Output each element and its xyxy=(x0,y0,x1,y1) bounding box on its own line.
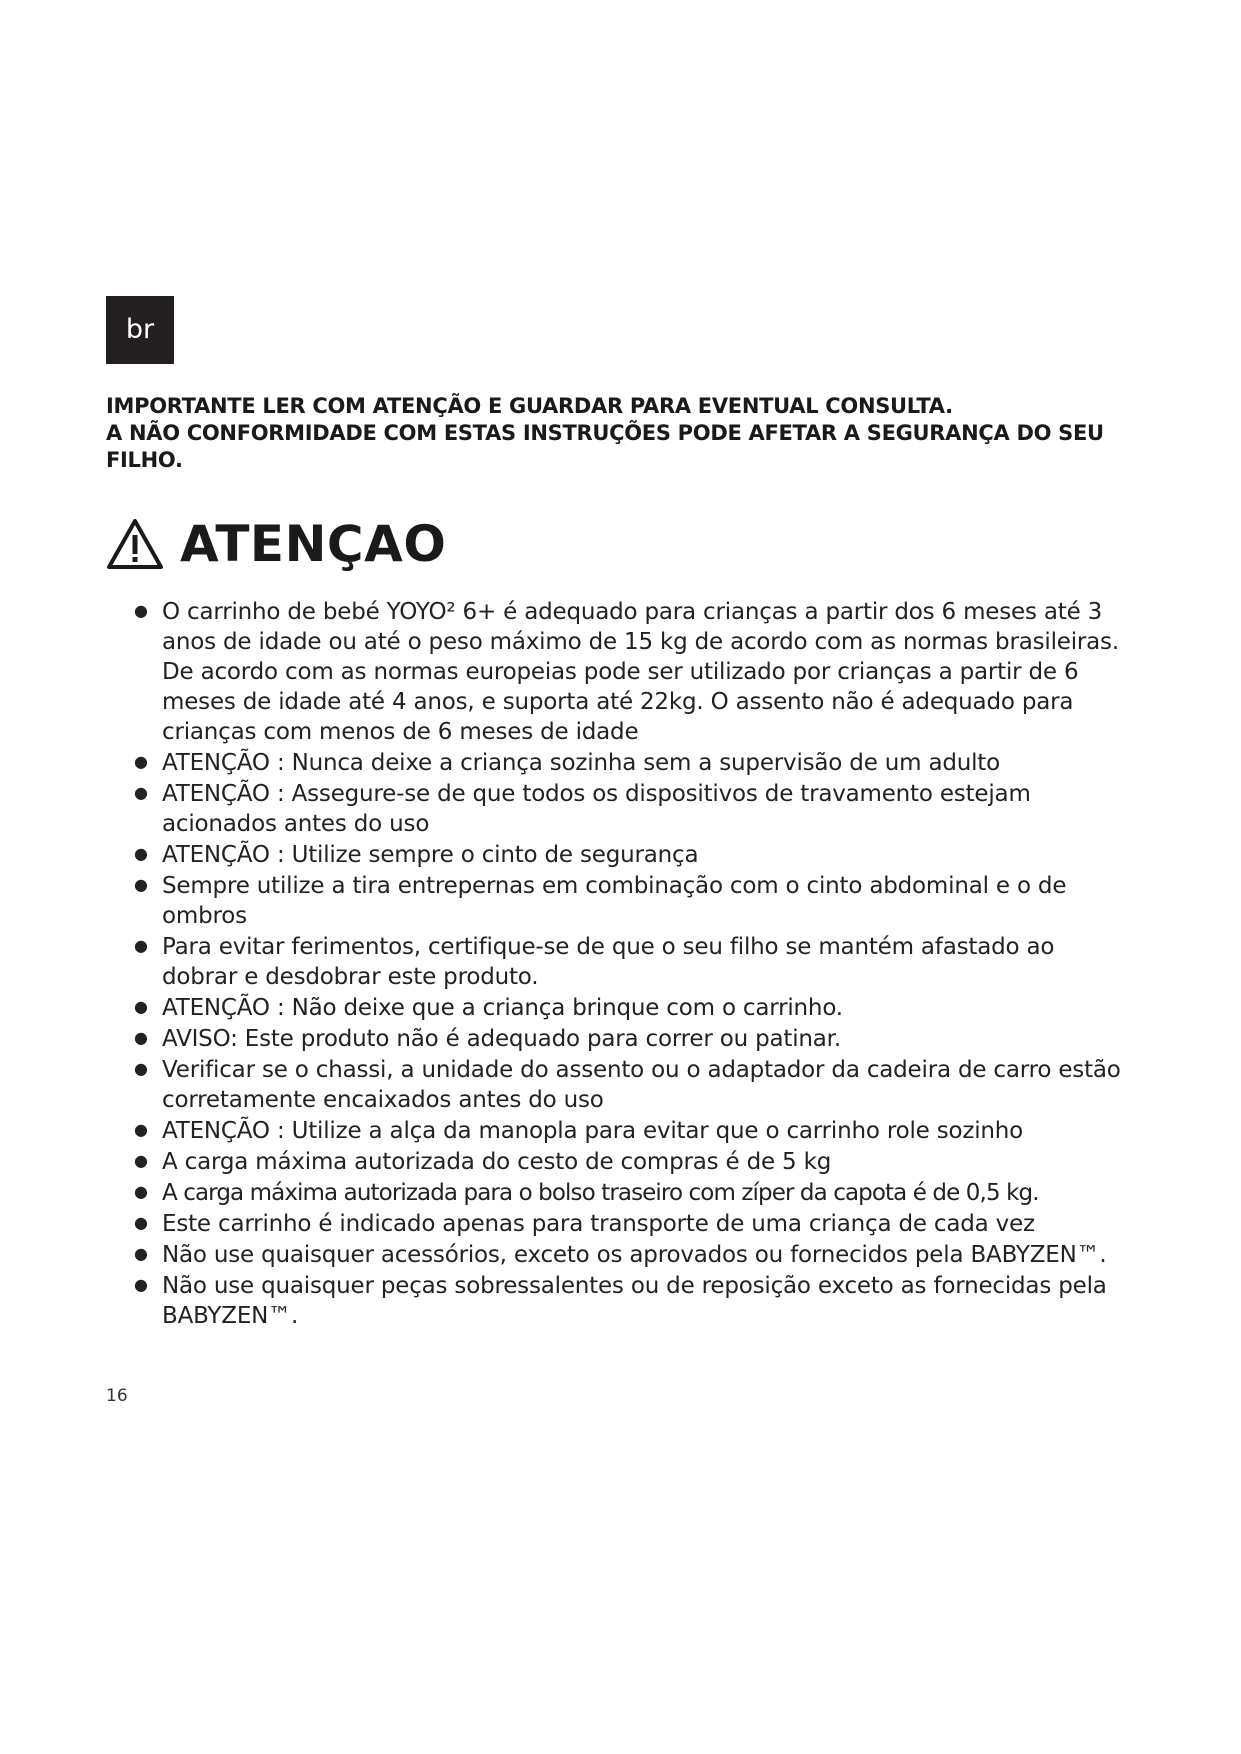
language-badge: br xyxy=(106,296,174,364)
warning-item xyxy=(106,992,1126,1023)
warnings-list xyxy=(106,596,1126,1331)
bullet-icon: ● xyxy=(134,1028,148,1047)
bullet-icon: ● xyxy=(134,997,148,1016)
warning-text: ATENÇÃO : Utilize a alça da manopla para evitar que o carrinho role sozinho xyxy=(162,1118,1024,1144)
bullet-icon: ● xyxy=(134,844,148,863)
warning-text: ATENÇÃO : Assegure-se de que todos os dispositivos de travamento estejam acionados antes do uso xyxy=(162,781,1031,837)
warning-title: ATENÇAO xyxy=(180,515,447,573)
important-notice-line-3: FILHO. xyxy=(106,448,183,472)
warning-triangle-icon xyxy=(106,518,164,570)
warning-item xyxy=(106,839,1126,870)
bullet-icon: ● xyxy=(134,1120,148,1139)
page-number: 16 xyxy=(106,1386,128,1406)
important-notice-line-2: A NÃO CONFORMIDADE COM ESTAS INSTRUÇÕES PODE AFETAR A SEGURANÇA DO SEU xyxy=(106,421,1104,445)
warning-text: Não use quaisquer acessórios, exceto os aprovados ou fornecidos pela BABYZEN™. xyxy=(162,1242,1107,1268)
warning-text: Para evitar ferimentos, certifique-se de que o seu filho se mantém afastado ao dobrar e desdobrar este produto. xyxy=(162,934,1055,990)
warning-text: ATENÇÃO : Nunca deixe a criança sozinha sem a supervisão de um adulto xyxy=(162,750,1000,776)
warning-text: AVISO: Este produto não é adequado para correr ou patinar. xyxy=(162,1026,841,1052)
warning-text: Verificar se o chassi, a unidade do assento ou o adaptador da cadeira de carro estão corretamente encaixados antes do uso xyxy=(162,1057,1121,1113)
bullet-icon: ● xyxy=(134,1244,148,1263)
bullet-icon: ● xyxy=(134,601,148,620)
bullet-icon: ● xyxy=(134,783,148,802)
warning-item xyxy=(106,1270,1126,1331)
important-notice xyxy=(106,393,1136,474)
bullet-icon: ● xyxy=(134,1275,148,1294)
warning-text: Este carrinho é indicado apenas para transporte de uma criança de cada vez xyxy=(162,1211,1035,1237)
bullet-icon: ● xyxy=(134,1213,148,1232)
warning-text: ATENÇÃO : Utilize sempre o cinto de segurança xyxy=(162,842,699,868)
warning-text: A carga máxima autorizada para o bolso traseiro com zíper da capota é de 0,5 kg. xyxy=(162,1180,1039,1206)
warning-item xyxy=(106,931,1126,992)
warning-text: O carrinho de bebé YOYO² 6+ é adequado para crianças a partir dos 6 meses até 3 anos de idade ou até o peso máximo de 15 kg de acordo com as normas brasileiras. De acordo com as normas europeias pode ser utilizado por crianças a partir de 6 meses de idade até 4 anos, e suporta até 22kg. O assento não é adequado para crianças com menos de 6 meses de idade xyxy=(162,599,1119,745)
warning-item xyxy=(106,1115,1126,1146)
warning-item xyxy=(106,747,1126,778)
warning-item xyxy=(106,1054,1126,1115)
warning-item xyxy=(106,870,1126,931)
warning-item xyxy=(106,1146,1126,1177)
bullet-icon: ● xyxy=(134,752,148,771)
bullet-icon: ● xyxy=(134,936,148,955)
warning-item xyxy=(106,1023,1126,1054)
warning-item xyxy=(106,1208,1126,1239)
warning-item xyxy=(106,596,1126,747)
warning-text: Sempre utilize a tira entrepernas em combinação com o cinto abdominal e o de ombros xyxy=(162,873,1067,929)
bullet-icon: ● xyxy=(134,875,148,894)
warning-item xyxy=(106,1177,1126,1208)
bullet-icon: ● xyxy=(134,1059,148,1078)
bullet-icon: ● xyxy=(134,1151,148,1170)
warning-text: A carga máxima autorizada do cesto de compras é de 5 kg xyxy=(162,1149,832,1175)
warning-item xyxy=(106,778,1126,839)
bullet-icon: ● xyxy=(134,1182,148,1201)
warning-item xyxy=(106,1239,1126,1270)
important-notice-line-1: IMPORTANTE LER COM ATENÇÃO E GUARDAR PARA EVENTUAL CONSULTA. xyxy=(106,394,953,418)
warning-text: ATENÇÃO : Não deixe que a criança brinque com o carrinho. xyxy=(162,995,843,1021)
warning-text: Não use quaisquer peças sobressalentes ou de reposição exceto as fornecidas pela BABYZEN™. xyxy=(162,1273,1107,1329)
warning-heading xyxy=(106,512,446,576)
